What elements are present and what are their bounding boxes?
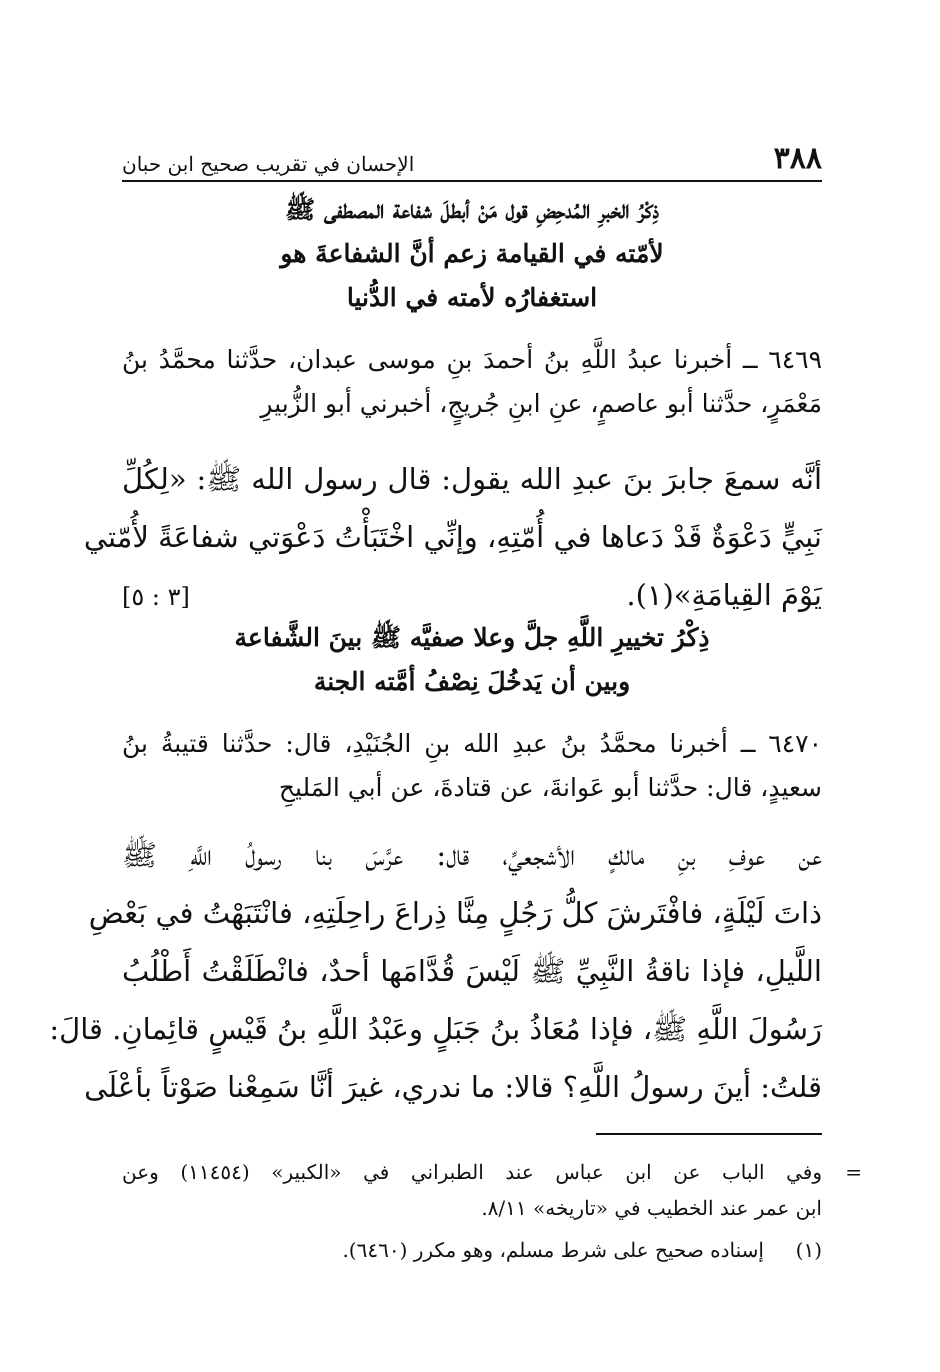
text-line: ٦٤٦٩ ــ أخبرنا عبدُ اللَّهِ بنُ أحمدَ بنِ موسى عبدان، حدَّثنا محمَّدُ بنُ	[122, 345, 822, 374]
text-line: عن عوفِ بنِ مالكٍ الأشجعيِّ، قال: عرَّسَ بنا رسولُ اللَّهِ ﷺ	[122, 838, 822, 872]
text-line: يَوْمَ القِيامَةِ»(١).	[626, 578, 822, 612]
heading-line: لأمّته في القيامة زعم أنَّ الشفاعةَ هو	[280, 239, 664, 268]
heading-line: ذِكْرُ تخييرِ اللَّهِ جلَّ وعلا صفيَّه ﷺ بينَ الشَّفاعة	[234, 623, 710, 652]
footnote-separator	[596, 1133, 822, 1135]
continuation-marker: =	[845, 1160, 862, 1184]
text-line: اللَّيلِ، فإذا ناقةُ النَّبِيِّ ﷺ لَيْسَ قُدَّامَها أحدٌ، فانْطَلَقْتُ أَطْلُبُ	[122, 954, 822, 988]
hadith-6470-isnad	[122, 722, 822, 810]
text-line: قلتُ: أينَ رسولُ اللَّهِ؟ قالا: ما ندري، غيرَ أنَّا سَمِعْنا صَوْتاً بأعْلَى	[84, 1070, 822, 1104]
hadith-6470-matn	[49, 826, 822, 1116]
source-reference: [٣ : ٥]	[122, 583, 190, 611]
footnote-number: (١)	[795, 1238, 822, 1262]
footnote-line: ابن عمر عند الخطيب في «تاريخه» ٨/١١.	[481, 1196, 822, 1220]
footnote-continuation	[122, 1154, 862, 1226]
running-title: الإحسان في تقريب صحيح ابن حبان	[122, 152, 415, 176]
heading-line: ذِكْرُ الخبرِ المُدحِضِ قول مَنْ أبطلَ شفاعة المصطفى ﷺ	[284, 195, 660, 224]
heading-line: استغفارُه لأمته في الدُّنيا	[346, 283, 598, 312]
chapter-heading-1	[122, 188, 822, 320]
text-line: مَعْمَرٍ، حدَّثنا أبو عاصمٍ، عنِ ابنِ جُريجٍ، أخبرني أبو الزُّبيرِ	[260, 389, 822, 418]
running-header	[122, 130, 822, 182]
hadith-6469-matn	[83, 450, 822, 626]
heading-line: وبين أن يَدخُلَ نِصْفُ أمَّته الجنة	[313, 667, 631, 696]
footnote-line: وفي الباب عن ابن عباس عند الطبراني في «الكبير» (١١٤٥٤) وعن	[122, 1160, 822, 1184]
footnote-1	[122, 1232, 822, 1268]
text-line: رَسُولَ اللَّهِ ﷺ، فإذا مُعَاذُ بنُ جَبَلٍ وعَبْدُ اللَّهِ بنُ قَيْسٍ قائِمانِ. قالَ:	[49, 1012, 822, 1046]
hadith-6469-isnad	[122, 338, 822, 426]
text-line: نَبِيٍّ دَعْوَةٌ قَدْ دَعاها في أُمّتِهِ، وإنِّي اخْتَبَأْتُ دَعْوَتي شفاعَةً لأُمّتي	[83, 520, 822, 554]
chapter-heading-2	[122, 616, 822, 704]
text-line: سعيدٍ، قال: حدَّثنا أبو عَوانةَ، عن قتادةَ، عن أبي المَليحِ	[278, 773, 822, 802]
text-line: ٦٤٧٠ ــ أخبرنا محمَّدُ بنُ عبدِ الله بنِ الجُنَيْدِ، قال: حدَّثنا قتيبةُ بنُ	[122, 729, 822, 758]
text-line: أنَّه سمعَ جابرَ بنَ عبدِ الله يقول: قال رسول الله ﷺ: «لِكُلِّ	[122, 462, 822, 496]
page-number: ٣٨٨	[773, 141, 822, 176]
text-line: ذاتَ لَيْلَةٍ، فافْتَرشَ كلُّ رَجُلٍ مِنَّا ذِراعَ راحِلَتِهِ، فانْتَبَهْتُ في بَعْضِ	[88, 896, 822, 930]
footnote-text: إسناده صحيح على شرط مسلم، وهو مكرر (٦٤٦٠).	[342, 1238, 764, 1262]
